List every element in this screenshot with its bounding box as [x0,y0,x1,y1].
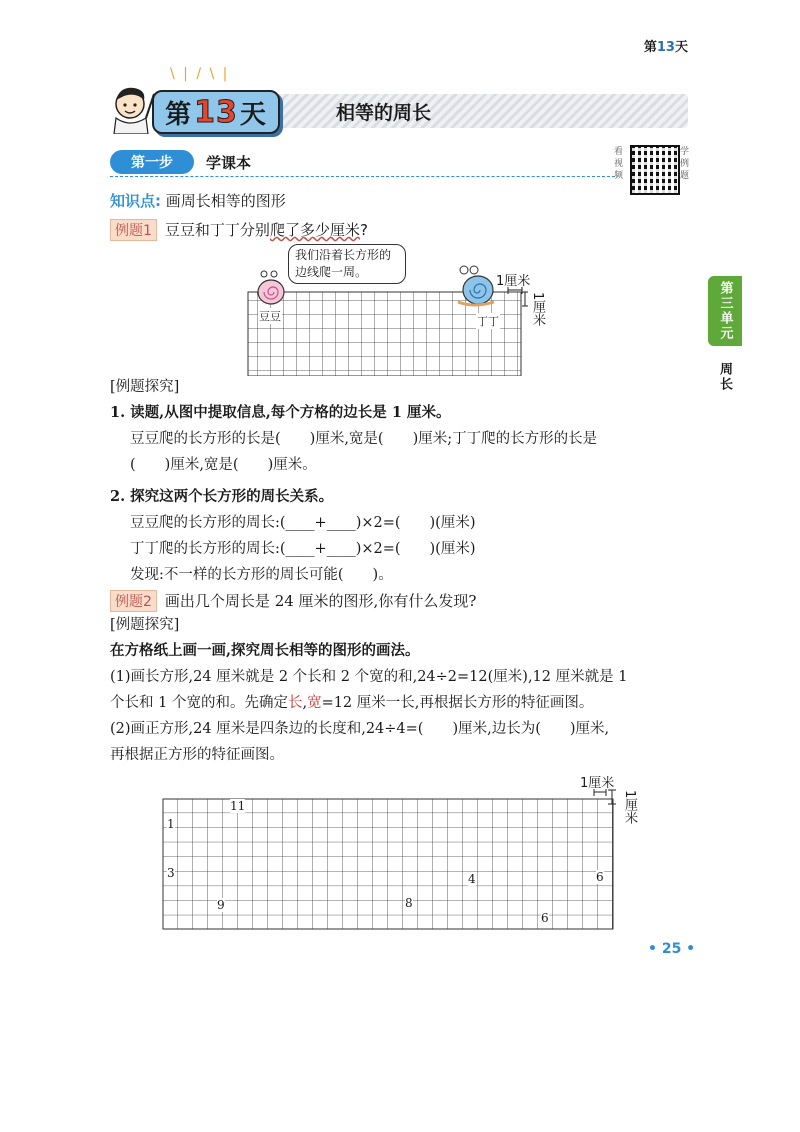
explore1-q2-line1: 豆豆爬的长方形的周长:(____+____)×2=( )(厘米) [130,515,476,531]
snail-dingding-icon [454,262,496,308]
grid2-number: 11 [230,799,246,813]
day-corner-label: 第13天 [643,40,688,55]
explore2-heading: [例题探究] [110,617,180,633]
explore1-q2: 2. 探究这两个长方形的周长关系。 [110,488,334,505]
unit-label-vertical: 1厘米 [530,292,545,327]
grid2-number: 1 [167,817,175,831]
example1-tag: 例题1 [110,219,157,241]
explore2-p1-line2: 个长和 1 个宽的和。先确定长,宽=12 厘米一长,再根据长方形的特征画图。 [110,695,594,711]
knowledge-key: 知识点: [110,192,161,210]
unit-label-horizontal: 1厘米 [496,274,531,289]
banner-stripe [256,94,688,128]
example2-tag: 例题2 [110,590,157,612]
explore1-section [110,374,700,588]
qr-caption-left: 看视频 [614,147,624,181]
grid2-number: 9 [217,898,225,912]
sun-rays-decoration: \ | / \ | [170,66,230,82]
explore1-q1-line1: 豆豆爬的长方形的长是( )厘米,宽是( )厘米;丁丁爬的长方形的长是 [130,431,598,447]
grid2-unit-vertical: 1厘米 [622,790,637,825]
grid2-number: 8 [405,896,413,910]
explore1-heading: [例题探究] [110,379,180,395]
label-dingding: 丁丁 [477,315,499,328]
snail-doudou-icon [254,266,288,306]
label-doudou: 豆豆 [259,310,281,323]
step-divider [110,176,615,177]
grid2-number: 6 [596,870,604,884]
unit-side-subtitle: 周长 [717,362,732,392]
explore1-q1: 1. 读题,从图中提取信息,每个方格的边长是 1 厘米。 [110,404,451,421]
explore1-q1-line2: ( )厘米,宽是( )厘米。 [130,457,317,473]
knowledge-point [110,190,286,211]
explore2-section [110,612,700,768]
speech-bubble: 我们沿着长方形的边线爬一周。 [288,244,406,284]
explore2-p2-line1: (2)画正方形,24 厘米是四条边的长度和,24÷4=( )厘米,边长为( )厘米, [110,721,610,737]
day-number-box: 第 13 天 [152,90,280,134]
knowledge-text: 画周长相等的图形 [165,192,286,210]
grid2-number: 6 [541,911,549,925]
step-pill: 第一步 [110,150,194,174]
example2-question: 例题2 画出几个周长是 24 厘米的图形,你有什么发现? [110,590,476,612]
example1-question: 例题1 豆豆和丁丁分别爬了多少厘米? [110,219,368,241]
explore1-q2-line2: 丁丁爬的长方形的周长:(____+____)×2=( )(厘米) [130,541,476,557]
page-number: • 25 • [648,941,696,957]
grid2-number: 4 [468,872,476,886]
explore2-p2-line2: 再根据正方形的特征画图。 [110,747,284,763]
explore1-q2-line3: 发现:不一样的长方形的周长可能( )。 [130,567,393,583]
boy-mascot-icon [106,84,158,134]
step-label: 学课本 [206,154,252,172]
explore2-p1-line1: (1)画长方形,24 厘米就是 2 个长和 2 个宽的和,24÷2=12(厘米),12 厘米就是 1 [110,669,628,685]
day-banner [106,90,688,132]
lesson-title: 相等的周长 [336,102,432,124]
grid2-unit-horizontal: 1厘米 [580,776,615,791]
qr-caption-right: 学例题 [680,147,690,181]
grid2-number: 3 [167,866,175,880]
qr-code-icon[interactable] [630,145,680,195]
step-bar [110,150,680,176]
unit-side-tab: 第三单元 [708,276,742,346]
explore2-bold-line: 在方格纸上画一画,探究周长相等的图形的画法。 [110,642,420,659]
